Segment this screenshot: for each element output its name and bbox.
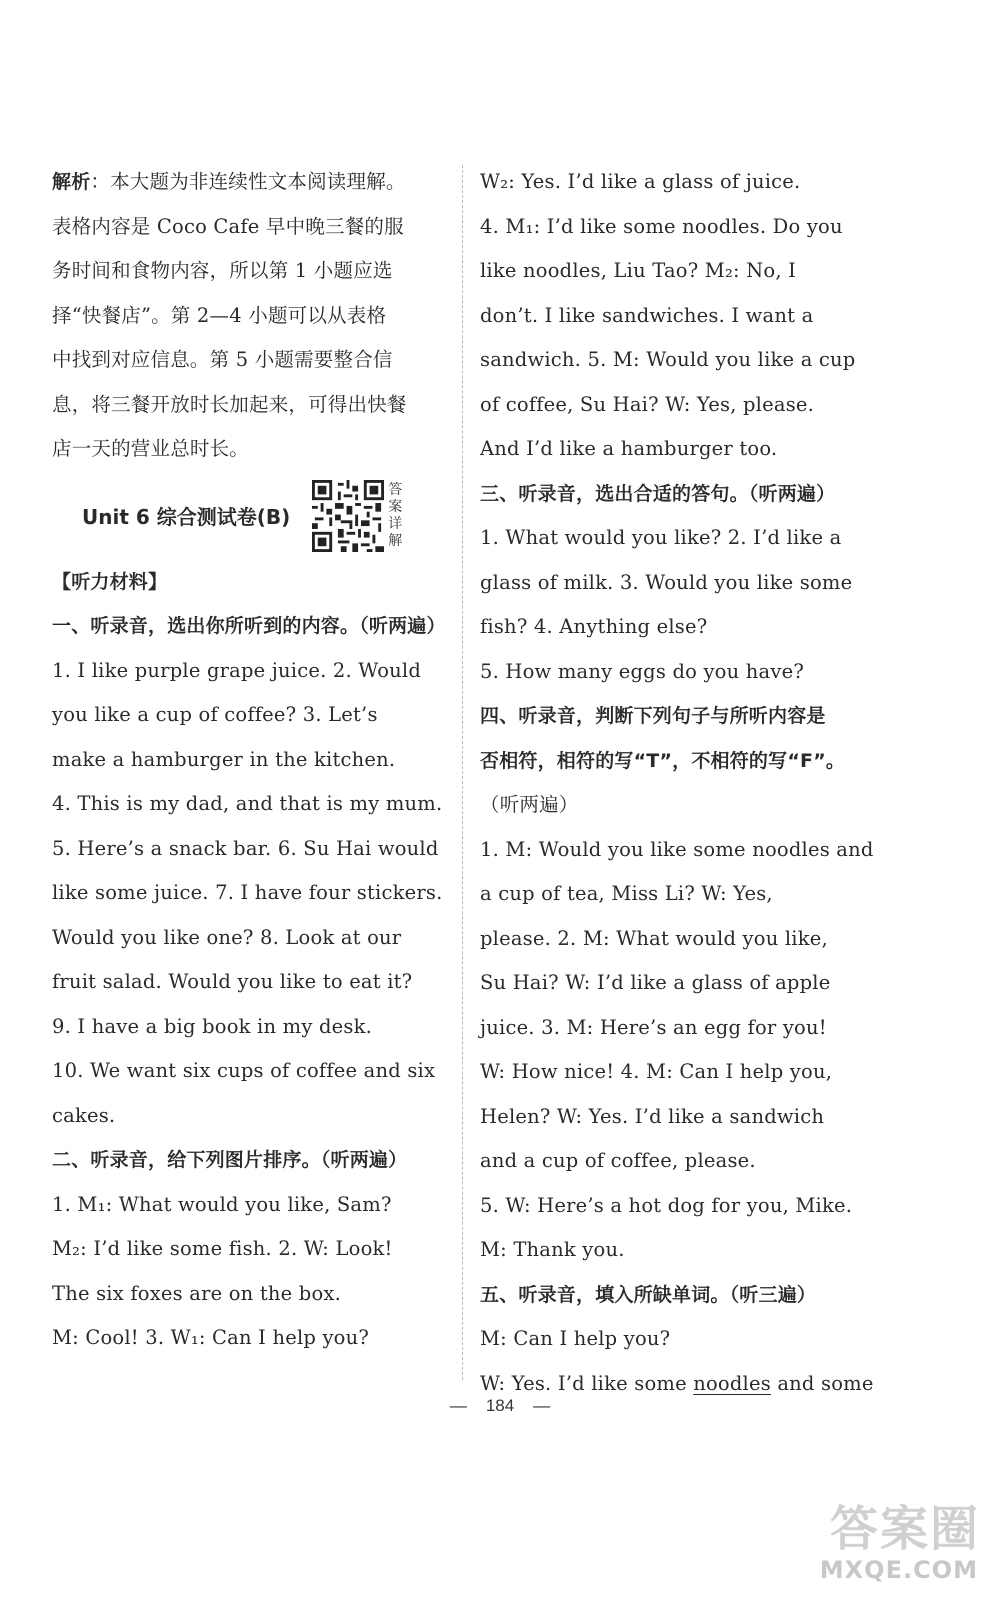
section-2-title: 二、听录音，给下列图片排序。（听两遍） xyxy=(52,1149,408,1171)
section-2-line: 1. M₁: What would you like, Sam? xyxy=(52,1192,392,1216)
section-4-title: 否相符，相符的写“T”，不相符的写“F”。 xyxy=(480,749,846,772)
section-1-line: make a hamburger in the kitchen. xyxy=(52,747,396,771)
section-2-line: M: Cool! 3. W₁: Can I help you? xyxy=(52,1326,370,1349)
section-1-line: Would you like one? 8. Look at our xyxy=(52,925,402,949)
section-1-line: you like a cup of coffee? 3. Let’s xyxy=(52,703,378,726)
analysis-line: 务时间和食物内容，所以第 1 小题应选 xyxy=(52,259,393,282)
right-column xyxy=(480,160,880,1406)
section-2-line: M₂: I’d like some fish. 2. W: Look! xyxy=(52,1237,393,1260)
section-1-line: like some juice. 7. I have four stickers. xyxy=(52,881,443,904)
section-4-line: and a cup of coffee, please. xyxy=(480,1149,756,1172)
section-1-line: 10. We want six cups of coffee and six xyxy=(52,1059,436,1082)
section-4-line: please. 2. M: What would you like, xyxy=(480,926,828,950)
section-4-line: Su Hai? W: I’d like a glass of apple xyxy=(480,971,831,994)
section-4-line: M: Thank you. xyxy=(480,1238,625,1261)
section-4-title: 四、听录音，判断下列句子与所听内容是 xyxy=(480,705,826,727)
dialogue-line: 4. M₁: I’d like some noodles. Do you xyxy=(480,214,843,238)
footer-dash: — xyxy=(449,1396,467,1415)
qr-code-icon[interactable] xyxy=(312,480,384,552)
section-4-line: Helen? W: Yes. I’d like a sandwich xyxy=(480,1104,825,1128)
section-5-line: M: Can I help you? xyxy=(480,1327,671,1350)
unit-title: Unit 6 综合测试卷(B) xyxy=(82,505,291,529)
section-4-line: W: How nice! 4. M: Can I help you, xyxy=(480,1060,833,1083)
analysis-line: 店一天的营业总时长。 xyxy=(52,437,250,460)
column-divider xyxy=(462,165,463,1380)
footer-dash: — xyxy=(533,1396,551,1415)
page-footer xyxy=(0,1396,1000,1416)
dialogue-line: like noodles, Liu Tao? M₂: No, I xyxy=(480,259,797,282)
dialogue-line: And I’d like a hamburger too. xyxy=(480,437,778,460)
section-3-line: 1. What would you like? 2. I’d like a xyxy=(480,526,842,549)
unit-title-row xyxy=(82,472,452,560)
section-3-line: fish? 4. Anything else? xyxy=(480,615,708,638)
watermark-logo: 答案圈 xyxy=(829,1501,980,1557)
page-number: 184 xyxy=(485,1396,515,1415)
section-1-line: fruit salad. Would you like to eat it? xyxy=(52,970,413,993)
section-2-line: The six foxes are on the box. xyxy=(52,1281,341,1305)
analysis-line: 息，将三餐开放时长加起来，可得出快餐 xyxy=(52,392,407,416)
section-1-title: 一、听录音，选出你所听到的内容。（听两遍） xyxy=(52,615,446,637)
analysis-line: 表格内容是 Coco Cafe 早中晚三餐的服 xyxy=(52,214,404,238)
dialogue-line: sandwich. 5. M: Would you like a cup xyxy=(480,348,856,371)
section-3-line: 5. How many eggs do you have? xyxy=(480,659,804,683)
analysis-line: 解析：本大题为非连续性文本阅读理解。 xyxy=(52,170,406,193)
answer-word: noodles xyxy=(693,1371,771,1395)
section-1-line: 9. I have a big book in my desk. xyxy=(52,1014,372,1038)
section-4-line: 1. M: Would you like some noodles and xyxy=(480,837,874,861)
analysis-label: 解析 xyxy=(52,171,91,193)
section-4-line: a cup of tea, Miss Li? W: Yes, xyxy=(480,882,773,905)
section-5-line: W: Yes. I’d like some noodles and some xyxy=(480,1371,874,1395)
section-1-line: 1. I like purple grape juice. 2. Would xyxy=(52,658,422,682)
section-5-title: 五、听录音，填入所缺单词。（听三遍） xyxy=(480,1283,817,1306)
left-column xyxy=(52,160,452,1361)
section-1-line: 5. Here’s a snack bar. 6. Su Hai would xyxy=(52,836,439,860)
dialogue-line: don’t. I like sandwiches. I want a xyxy=(480,303,814,327)
dialogue-line: W₂: Yes. I’d like a glass of juice. xyxy=(480,170,801,193)
section-4-line: 5. W: Here’s a hot dog for you, Mike. xyxy=(480,1193,853,1217)
section-4-line: juice. 3. M: Here’s an egg for you! xyxy=(480,1015,827,1039)
section-1-line: cakes. xyxy=(52,1103,116,1127)
dialogue-line: of coffee, Su Hai? W: Yes, please. xyxy=(480,392,815,416)
qr-label: 答案详解 xyxy=(388,481,403,549)
analysis-line: 中找到对应信息。第 5 小题需要整合信 xyxy=(52,348,393,371)
section-3-title: 三、听录音，选出合适的答句。（听两遍） xyxy=(480,482,836,505)
listening-header: 【听力材料】 xyxy=(52,570,168,593)
section-3-line: glass of milk. 3. Would you like some xyxy=(480,570,853,594)
analysis-line: 择“快餐店”。第 2—4 小题可以从表格 xyxy=(52,303,387,327)
section-4-title: （听两遍） xyxy=(480,793,579,816)
section-1-line: 4. This is my dad, and that is my mum. xyxy=(52,792,443,815)
watermark-site: MXQE.COM xyxy=(819,1556,978,1584)
